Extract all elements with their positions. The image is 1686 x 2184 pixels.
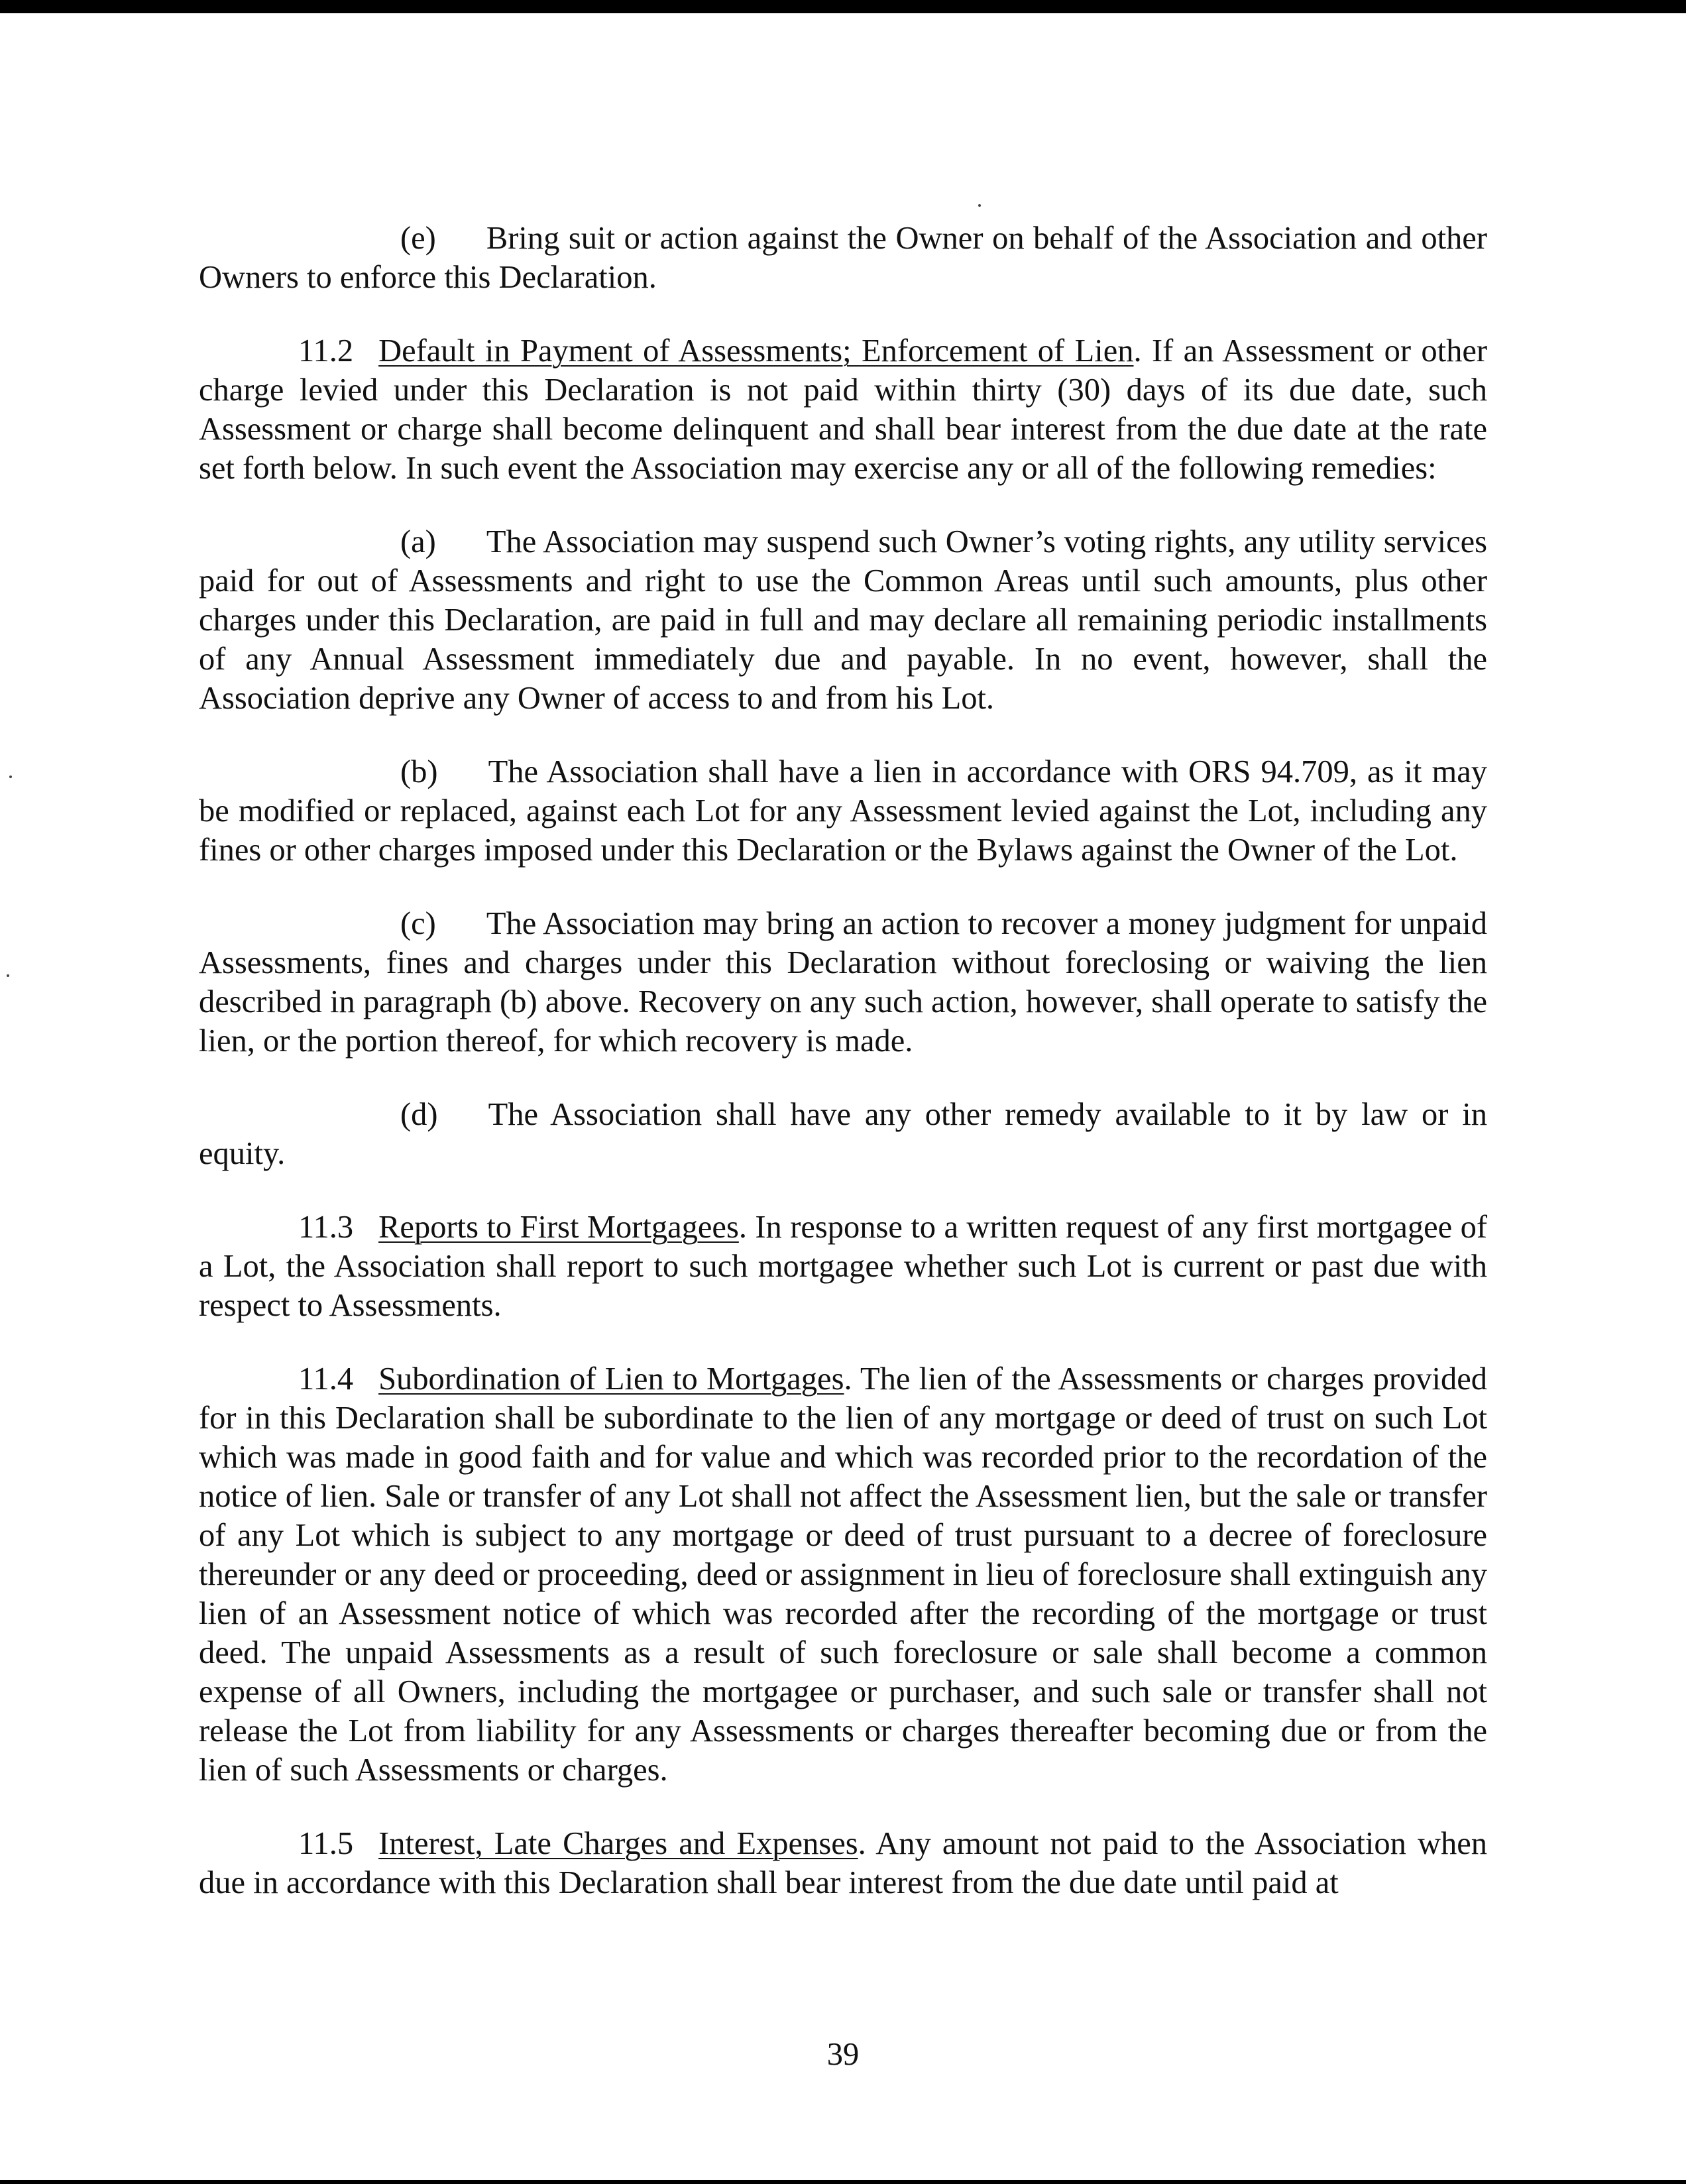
scan-speck [7,974,9,977]
paragraph-label: (a) [400,524,436,559]
paragraph-a [199,522,1487,718]
section-11-3 [199,1208,1487,1325]
section-heading: Subordination of Lien to Mortgages [378,1361,844,1397]
paragraph-c [199,904,1487,1061]
paragraph-label: (c) [400,906,436,941]
paragraph-b [199,752,1487,870]
section-number: 11.4 [298,1361,354,1397]
scan-top-border [0,0,1686,13]
paragraph-label: (e) [400,221,436,256]
paragraph-text: The Association may bring an action to recover a money judgment for unpaid Assessments, fines and charges under this Declaration without foreclosing or waiving the lien described in paragraph (b) above. Recovery on any such action, however, shall operate to satisfy the lien, or the portion thereof, for which recovery is made. [199,906,1487,1059]
scan-speck [9,776,12,778]
section-number: 11.2 [298,333,354,369]
page-number: 39 [826,2037,860,2072]
section-heading: Reports to First Mortgagees [378,1210,739,1245]
paragraph-text: The Association may suspend such Owner’s voting rights, any utility services paid for out of Assessments and right to use the Common Areas until such amounts, plus other charges under this Declaration, are paid in full and may declare all remaining periodic installments of any Annual Assessment immediately due and payable. In no event, however, shall the Association deprive any Owner of access to and from his Lot. [199,524,1487,716]
section-heading: Default in Payment of Assessments; Enforcement of Lien [378,333,1134,369]
section-text: . The lien of the Assessments or charges provided for in this Declaration shall be subordinate to the lien of any mortgage or deed of trust on such Lot which was made in good faith and for value and which was recorded prior to the recordation of the notice of lien. Sale or transfer of any Lot shall not affect the Assessment lien, but the sale or transfer of any Lot which is subject to any mortgage or deed of trust pursuant to a decree of foreclosure thereunder or any deed or proceeding, deed or assignment in lieu of foreclosure shall extinguish any lien of an Assessment notice of which was recorded after the recording of the mortgage or trust deed. The unpaid Assessments as a result of such foreclosure or sale shall become a common expense of all Owners, including the mortgagee or purchaser, and such sale or transfer shall not release the Lot from liability for any Assessments or charges thereafter becoming due or from the lien of such Assessments or charges. [199,1361,1487,1788]
paragraph-text: Bring suit or action against the Owner on behalf of the Association and other Owners to enforce this Declaration. [199,221,1487,295]
section-11-2 [199,331,1487,488]
scan-bottom-border [0,2180,1686,2184]
section-text: . If an Assessment or other charge levied under this Declaration is not paid within thirty (30) days of its due date, such Assessment or charge shall become delinquent and shall bear interest from the due date at the rate set forth below. In such event the Association may exercise any or all of the following remedies: [199,333,1488,486]
section-number: 11.5 [298,1826,354,1861]
section-heading: Interest, Late Charges and Expenses [378,1826,858,1861]
paragraph-label: (d) [400,1097,438,1132]
paragraph-label: (b) [400,754,438,789]
section-text: . Any amount not paid to the Association when due in accordance with this Declaration shall bear interest from the due date until paid at [199,1826,1488,1900]
scan-speck [978,204,981,207]
section-11-5 [199,1824,1487,1902]
document-body [199,219,1487,1902]
section-number: 11.3 [298,1210,354,1245]
paragraph-e [199,219,1487,297]
paragraph-text: The Association shall have any other remedy available to it by law or in equity. [199,1097,1487,1171]
section-text: . In response to a written request of any first mortgagee of a Lot, the Association shall report to such mortgagee whether such Lot is current or past due with respect to Assessments. [199,1210,1487,1323]
paragraph-text: The Association shall have a lien in accordance with ORS 94.709, as it may be modified or replaced, against each Lot for any Assessment levied against the Lot, including any fines or other charges imposed under this Declaration or the Bylaws against the Owner of the Lot. [199,754,1487,868]
section-11-4 [199,1359,1487,1790]
paragraph-d [199,1095,1487,1173]
